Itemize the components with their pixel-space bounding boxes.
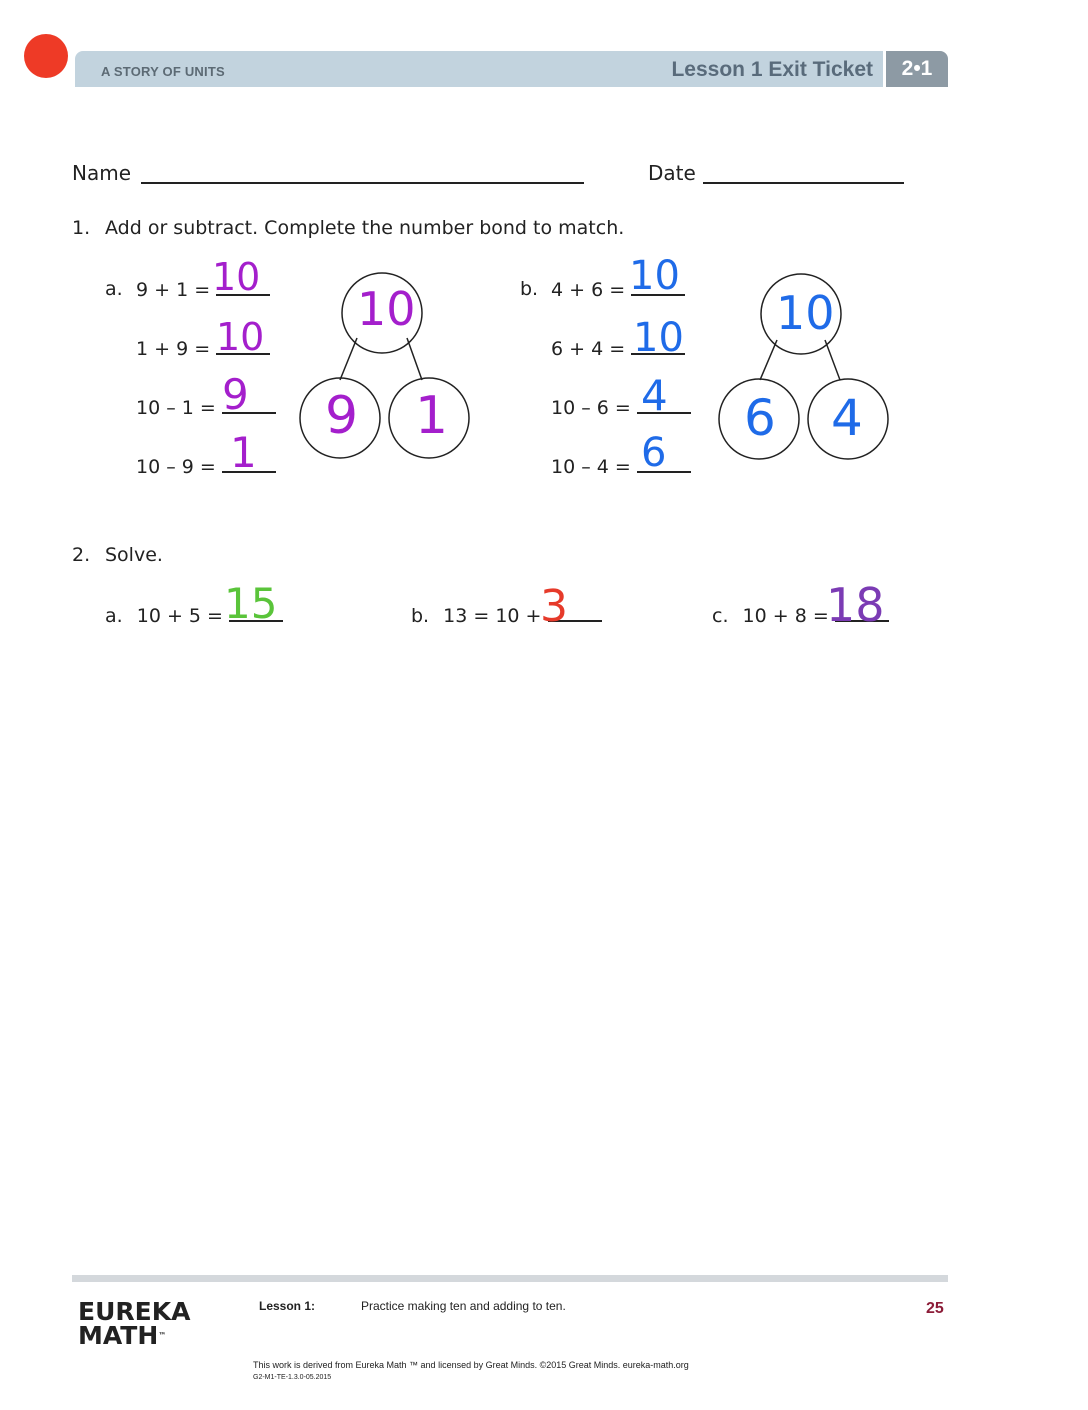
equation-expr: 1 + 9 = bbox=[136, 338, 211, 360]
grade-module-badge: 2•1 bbox=[886, 51, 948, 87]
bond-part-value: 1 bbox=[415, 386, 449, 446]
problem-2-number: 2. bbox=[72, 544, 91, 566]
bond-part-value: 4 bbox=[831, 389, 863, 447]
equation-row bbox=[136, 396, 276, 419]
footer-lesson-label: Lesson 1: bbox=[259, 1299, 316, 1313]
handwritten-answer: 10 bbox=[212, 255, 261, 299]
equation-expr: 6 + 4 = bbox=[551, 338, 626, 360]
red-dot-icon bbox=[24, 34, 68, 78]
equation-row bbox=[551, 396, 691, 419]
date-label: Date bbox=[648, 161, 696, 185]
equation-expr: 10 – 1 = bbox=[136, 397, 216, 419]
eureka-math-logo bbox=[78, 1297, 191, 1350]
handwritten-answer: 9 bbox=[222, 370, 249, 419]
logo-tm: ™ bbox=[158, 1331, 167, 1340]
equation-expr: 10 – 4 = bbox=[551, 456, 631, 478]
equation-expr: 9 + 1 = bbox=[136, 279, 211, 301]
problem-1-number: 1. bbox=[72, 217, 91, 239]
lesson-title: Lesson 1 Exit Ticket bbox=[671, 58, 873, 81]
item-letter: a. bbox=[105, 605, 123, 627]
handwritten-answer: 15 bbox=[224, 579, 278, 628]
item-expr: 10 + 8 = bbox=[742, 605, 829, 627]
handwritten-answer: 10 bbox=[216, 315, 265, 359]
page-number: 25 bbox=[926, 1300, 944, 1317]
bond-part-value: 9 bbox=[325, 386, 359, 446]
problem-1b-letter: b. bbox=[520, 278, 539, 300]
equation-expr: 10 – 6 = bbox=[551, 397, 631, 419]
handwritten-answer: 4 bbox=[641, 371, 668, 420]
problem-1-instruction: Add or subtract. Complete the number bond to match. bbox=[105, 217, 625, 239]
date-line bbox=[703, 182, 904, 184]
document-code: G2-M1-TE-1.3.0-05.2015 bbox=[253, 1374, 332, 1381]
bond-part-value: 6 bbox=[744, 389, 776, 447]
bond-whole-value: 10 bbox=[357, 282, 416, 336]
license-text: This work is derived from Eureka Math ™ and licensed by Great Minds. ©2015 Great Minds. eureka-math.org bbox=[253, 1360, 689, 1370]
problem-1a-letter: a. bbox=[105, 278, 123, 300]
item-letter: b. bbox=[411, 605, 430, 627]
handwritten-answer: 6 bbox=[641, 430, 667, 476]
equation-row bbox=[551, 455, 691, 478]
handwritten-answer: 3 bbox=[540, 581, 568, 632]
equation-expr: 10 – 9 = bbox=[136, 456, 216, 478]
series-title: A STORY OF UNITS bbox=[101, 64, 225, 79]
footer-lesson-description: Practice making ten and adding to ten. bbox=[361, 1299, 566, 1313]
logo-line-2: MATH™ bbox=[78, 1321, 167, 1350]
bond-whole-value: 10 bbox=[776, 286, 835, 340]
handwritten-answer: 1 bbox=[230, 428, 257, 477]
logo-line-1: EUREKA bbox=[78, 1297, 191, 1326]
item-letter: c. bbox=[712, 605, 729, 627]
item-expr: 13 = 10 + bbox=[443, 605, 542, 627]
handwritten-answer: 10 bbox=[633, 315, 684, 361]
handwritten-answer: 10 bbox=[629, 253, 680, 299]
item-expr: 10 + 5 = bbox=[136, 605, 223, 627]
handwritten-answer: 18 bbox=[826, 578, 885, 632]
name-label: Name bbox=[72, 161, 132, 185]
name-line bbox=[141, 182, 584, 184]
problem-2-instruction: Solve. bbox=[105, 544, 163, 566]
problem-2b bbox=[411, 604, 602, 627]
footer-rule bbox=[72, 1275, 948, 1282]
equation-expr: 4 + 6 = bbox=[551, 279, 626, 301]
